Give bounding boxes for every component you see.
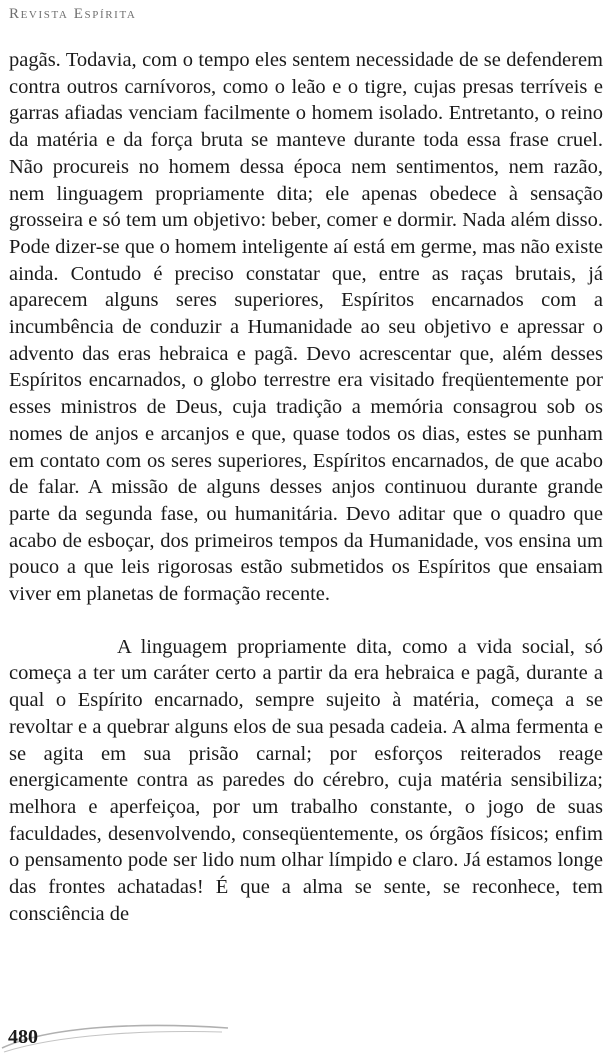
- running-head-title: Revista Espírita: [9, 6, 137, 22]
- page-number: 480: [8, 1026, 38, 1048]
- paragraph-1: pagãs. Todavia, com o tempo eles sentem necessidade de se defenderem contra outros carnívoros, como o leão e o tigre, cujas presas terríveis e garras afiadas venciam facilmente o homem isolado. Entretanto, o reino da matéria e da força bruta se manteve durante toda essa frase cruel. Não procureis no homem dessa época nem sentimentos, nem razão, nem linguagem propriamente dita; ele apenas obedece à sensação grosseira e só tem um objetivo: beber, comer e dormir. Nada além disso. Pode dizer-se que o homem inteligente aí está em germe, mas não existe ainda. Contudo é preciso constatar que, entre as raças brutais, já aparecem alguns seres superiores, Espíritos encarnados com a incumbência de conduzir a Humanidade ao seu objetivo e apressar o advento das eras hebraica e pagã. Devo acrescentar que, além desses Espíritos encarnados, o globo terrestre era visitado freqüentemente por esses ministros de Deus, cuja tradição a memória consagrou sob os nomes de anjos e arcanjos e que, quase todos os dias, estes se punham em contato com os seres superiores, Espíritos encarnados, de que acabo de falar. A missão de alguns desses anjos continuou durante grande parte da segunda fase, ou humanitária. Devo aditar que o quadro que acabo de esboçar, dos primeiros tempos da Humanidade, vos ensina um pouco a que leis rigorosas estão submetidos os Espíritos que ensaiam viver em planetas de formação recente.: [9, 49, 603, 606]
- paragraph-2: A linguagem propriamente dita, como a vida social, só começa a ter um caráter certo a partir da era hebraica e pagã, durante a qual o Espírito encarnado, sempre sujeito à matéria, começa a se revoltar e a quebrar alguns elos de sua pesada cadeia. A alma fermenta e se agita em sua prisão carnal; por esforços reiterados reage energicamente contra as paredes do cérebro, cuja matéria sensibiliza; melhora e aperfeiçoa, por um trabalho constante, o jogo de suas faculdades, desenvolvendo, conseqüentemente, os órgãos físicos; enfim o pensamento pode ser lido num olhar límpido e claro. Já estamos longe das frontes achatadas! É que a alma se sente, se reconhece, tem consciência de: [9, 635, 603, 925]
- body-text: [9, 47, 603, 928]
